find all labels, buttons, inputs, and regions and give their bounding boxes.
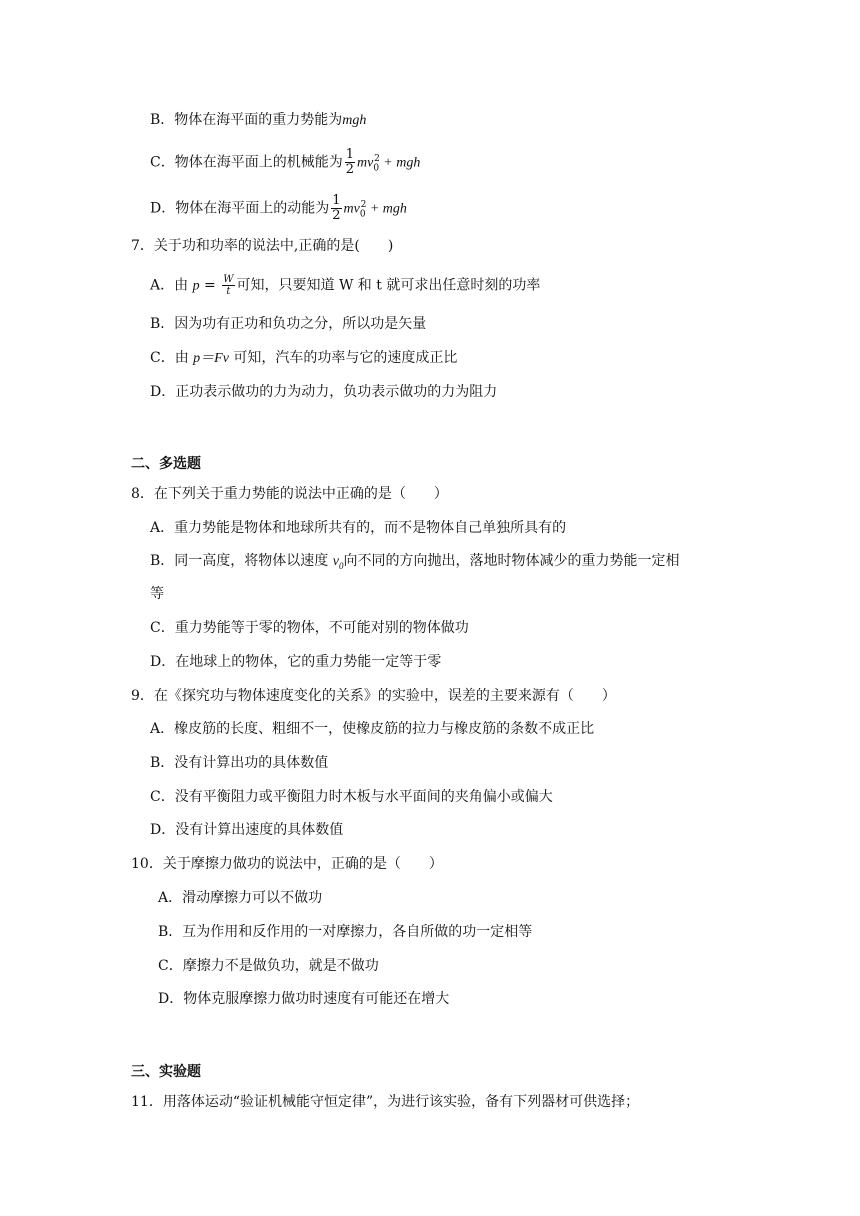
q8-option-b: B．同一高度，将物体以速度 $v_0$向不同的方向抛出，落地时物体减少的重力势能一定相 [150,553,680,571]
q8-option-c: C．重力势能等于零的物体，不可能对别的物体做功 [150,620,469,636]
q10-option-b: B．互为作用和反作用的一对摩擦力，各自所做的功一定相等 [158,924,533,940]
section-heading-multiple-choice: 二、多选题 [131,456,201,472]
q10-option-c: C．摩擦力不是做负功，就是不做功 [158,958,379,974]
q6-option-b [150,110,366,131]
q7-option-c-text: C．由 [150,350,189,366]
q9-option-a: A．橡皮筋的长度、粗细不一，使橡皮筋的拉力与橡皮筋的条数不成正比 [150,721,595,737]
q7-option-a-text: A．由 [150,277,189,294]
q7-option-a-fraction: $\frac{W}{t}$ [223,274,234,297]
q7-option-b: B．因为功有正功和负功之分，所以功是矢量 [150,316,427,332]
q8-stem: 8．在下列关于重力势能的说法中正确的是（ ） [131,486,448,502]
q8-option-b-suffix: 向不同的方向抛出，落地时物体减少的重力势能一定相 [343,553,680,569]
q6-option-d: D．物体在海平面上的动能为 $\frac{1}{2}$ $mv_0^2$ + mgh [150,193,407,223]
q8-option-a: A．重力势能是物体和地球所共有的，而不是物体自己单独所具有的 [150,520,567,536]
q6-option-d-formula: mv [343,201,360,217]
q8-option-b-text: B．同一高度，将物体以速度 [150,553,329,569]
q7-option-d: D．正功表示做功的力为动力，负功表示做功的力为阻力 [150,384,498,400]
q6-option-d-formula-tail: + mgh [366,201,407,217]
q6-option-c-fraction: $\frac{1}{2}$ [345,147,354,177]
q7-option-a-suffix: 可知，只要知道 W 和 t 就可求出任意时刻的功率 [236,277,541,294]
q9-option-c: C．没有平衡阻力或平衡阻力时木板与水平面间的夹角偏小或偏大 [150,789,553,805]
q7-option-a-eq: = [199,277,221,294]
q7-option-c-formula: p＝Fv [193,351,229,366]
q9-stem: 9．在《探究功与物体速度变化的关系》的实验中，误差的主要来源有（ ） [131,688,616,704]
q6-option-c-formula-tail: + mgh [379,155,421,171]
q6-option-d-fraction: $\frac{1}{2}$ [332,193,341,223]
q7-stem: 7．关于功和功率的说法中,正确的是( ) [131,238,394,254]
q6-option-c-formula: mv [357,155,374,171]
q9-option-b: B．没有计算出功的具体数值 [150,755,329,771]
q7-option-a-var: p [192,278,200,294]
q10-option-a: A．滑动摩擦力可以不做功 [158,890,323,906]
q8-option-b-wrap: 等 [150,586,164,602]
q7-option-c-suffix: 可知，汽车的功率与它的速度成正比 [233,350,458,366]
q6-option-b-text: B．物体在海平面的重力势能为 [150,112,343,128]
q10-stem: 10．关于摩擦力做功的说法中，正确的是（ ） [131,856,443,872]
q11-stem: 11．用落体运动“验证机械能守恒定律”，为进行该实验，备有下列器材可供选择； [131,1094,640,1110]
q7-option-a [150,274,540,297]
q8-option-d: D．在地球上的物体，它的重力势能一定等于零 [150,654,442,670]
section-heading-experiment: 三、实验题 [131,1064,201,1080]
q6-option-c: C．物体在海平面上的机械能为 $\frac{1}{2}$ $mv_0^2$ + mgh [150,147,421,177]
q8-option-b-var: v [332,554,339,569]
q7-option-c [150,348,457,369]
q10-option-d: D．物体克服摩擦力做功时速度有可能还在增大 [158,991,450,1007]
q6-option-c-text: C．物体在海平面上的机械能为 [150,154,343,171]
q6-option-b-formula: mgh [342,113,367,128]
q9-option-d: D．没有计算出速度的具体数值 [150,822,344,838]
q6-option-d-text: D．物体在海平面上的动能为 [150,200,330,217]
